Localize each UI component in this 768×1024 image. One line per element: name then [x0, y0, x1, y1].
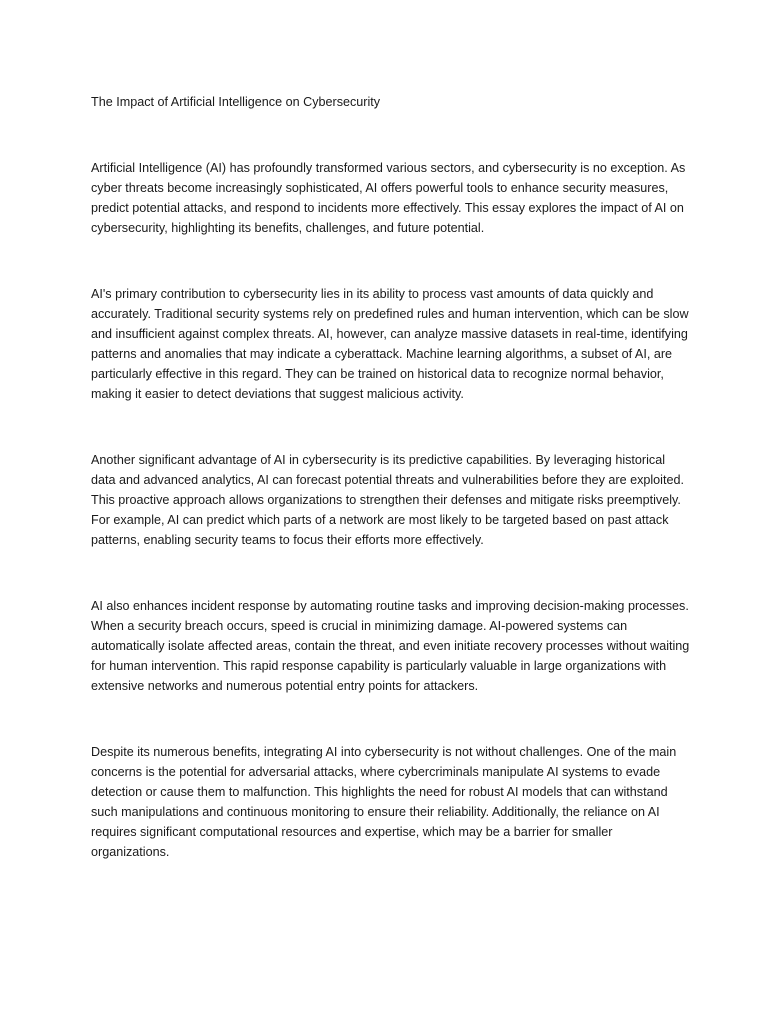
document-body: [91, 92, 691, 908]
paragraph-challenges: Despite its numerous benefits, integrating AI into cybersecurity is not without challenges. One of the main concerns is the potential for adversarial attacks, where cybercriminals manipulate AI systems to evade detection or cause them to malfunction. This highlights the need for robust AI models that can withstand such manipulations and continuous monitoring to ensure their reliability. Additionally, the reliance on AI requires significant computational resources and expertise, which may be a barrier for smaller organizations.: [91, 745, 677, 859]
paragraph-predictive-capabilities: Another significant advantage of AI in cybersecurity is its predictive capabilities. By leveraging historical data and advanced analytics, AI can forecast potential threats and vulnerabilities before they are exploited. This proactive approach allows organizations to strengthen their defenses and mitigate risks preemptively. For example, AI can predict which parts of a network are most likely to be targeted based on past attack patterns, enabling security teams to focus their efforts more effectively.: [91, 453, 684, 547]
paragraph-intro: Artificial Intelligence (AI) has profoundly transformed various sectors, and cybersecurity is no exception. As cyber threats become increasingly sophisticated, AI offers powerful tools to enhance security measures, predict potential attacks, and respond to incidents more effectively. This essay explores the impact of AI on cybersecurity, highlighting its benefits, challenges, and future potential.: [91, 161, 686, 235]
document-title: The Impact of Artificial Intelligence on Cybersecurity: [91, 95, 381, 109]
paragraph-incident-response: AI also enhances incident response by automating routine tasks and improving decision-making processes. When a security breach occurs, speed is crucial in minimizing damage. AI-powered systems can automatically isolate affected areas, contain the threat, and even initiate recovery processes without waiting for human intervention. This rapid response capability is particularly valuable in large organizations with extensive networks and numerous potential entry points for attackers.: [91, 599, 690, 693]
paragraph-data-processing: AI's primary contribution to cybersecurity lies in its ability to process vast amounts of data quickly and accurately. Traditional security systems rely on predefined rules and human intervention, which can be slow and insufficient against complex threats. AI, however, can analyze massive datasets in real-time, identifying patterns and anomalies that may indicate a cyberattack. Machine learning algorithms, a subset of AI, are particularly effective in this regard. They can be trained on historical data to recognize normal behavior, making it easier to detect deviations that suggest malicious activity.: [91, 287, 689, 401]
